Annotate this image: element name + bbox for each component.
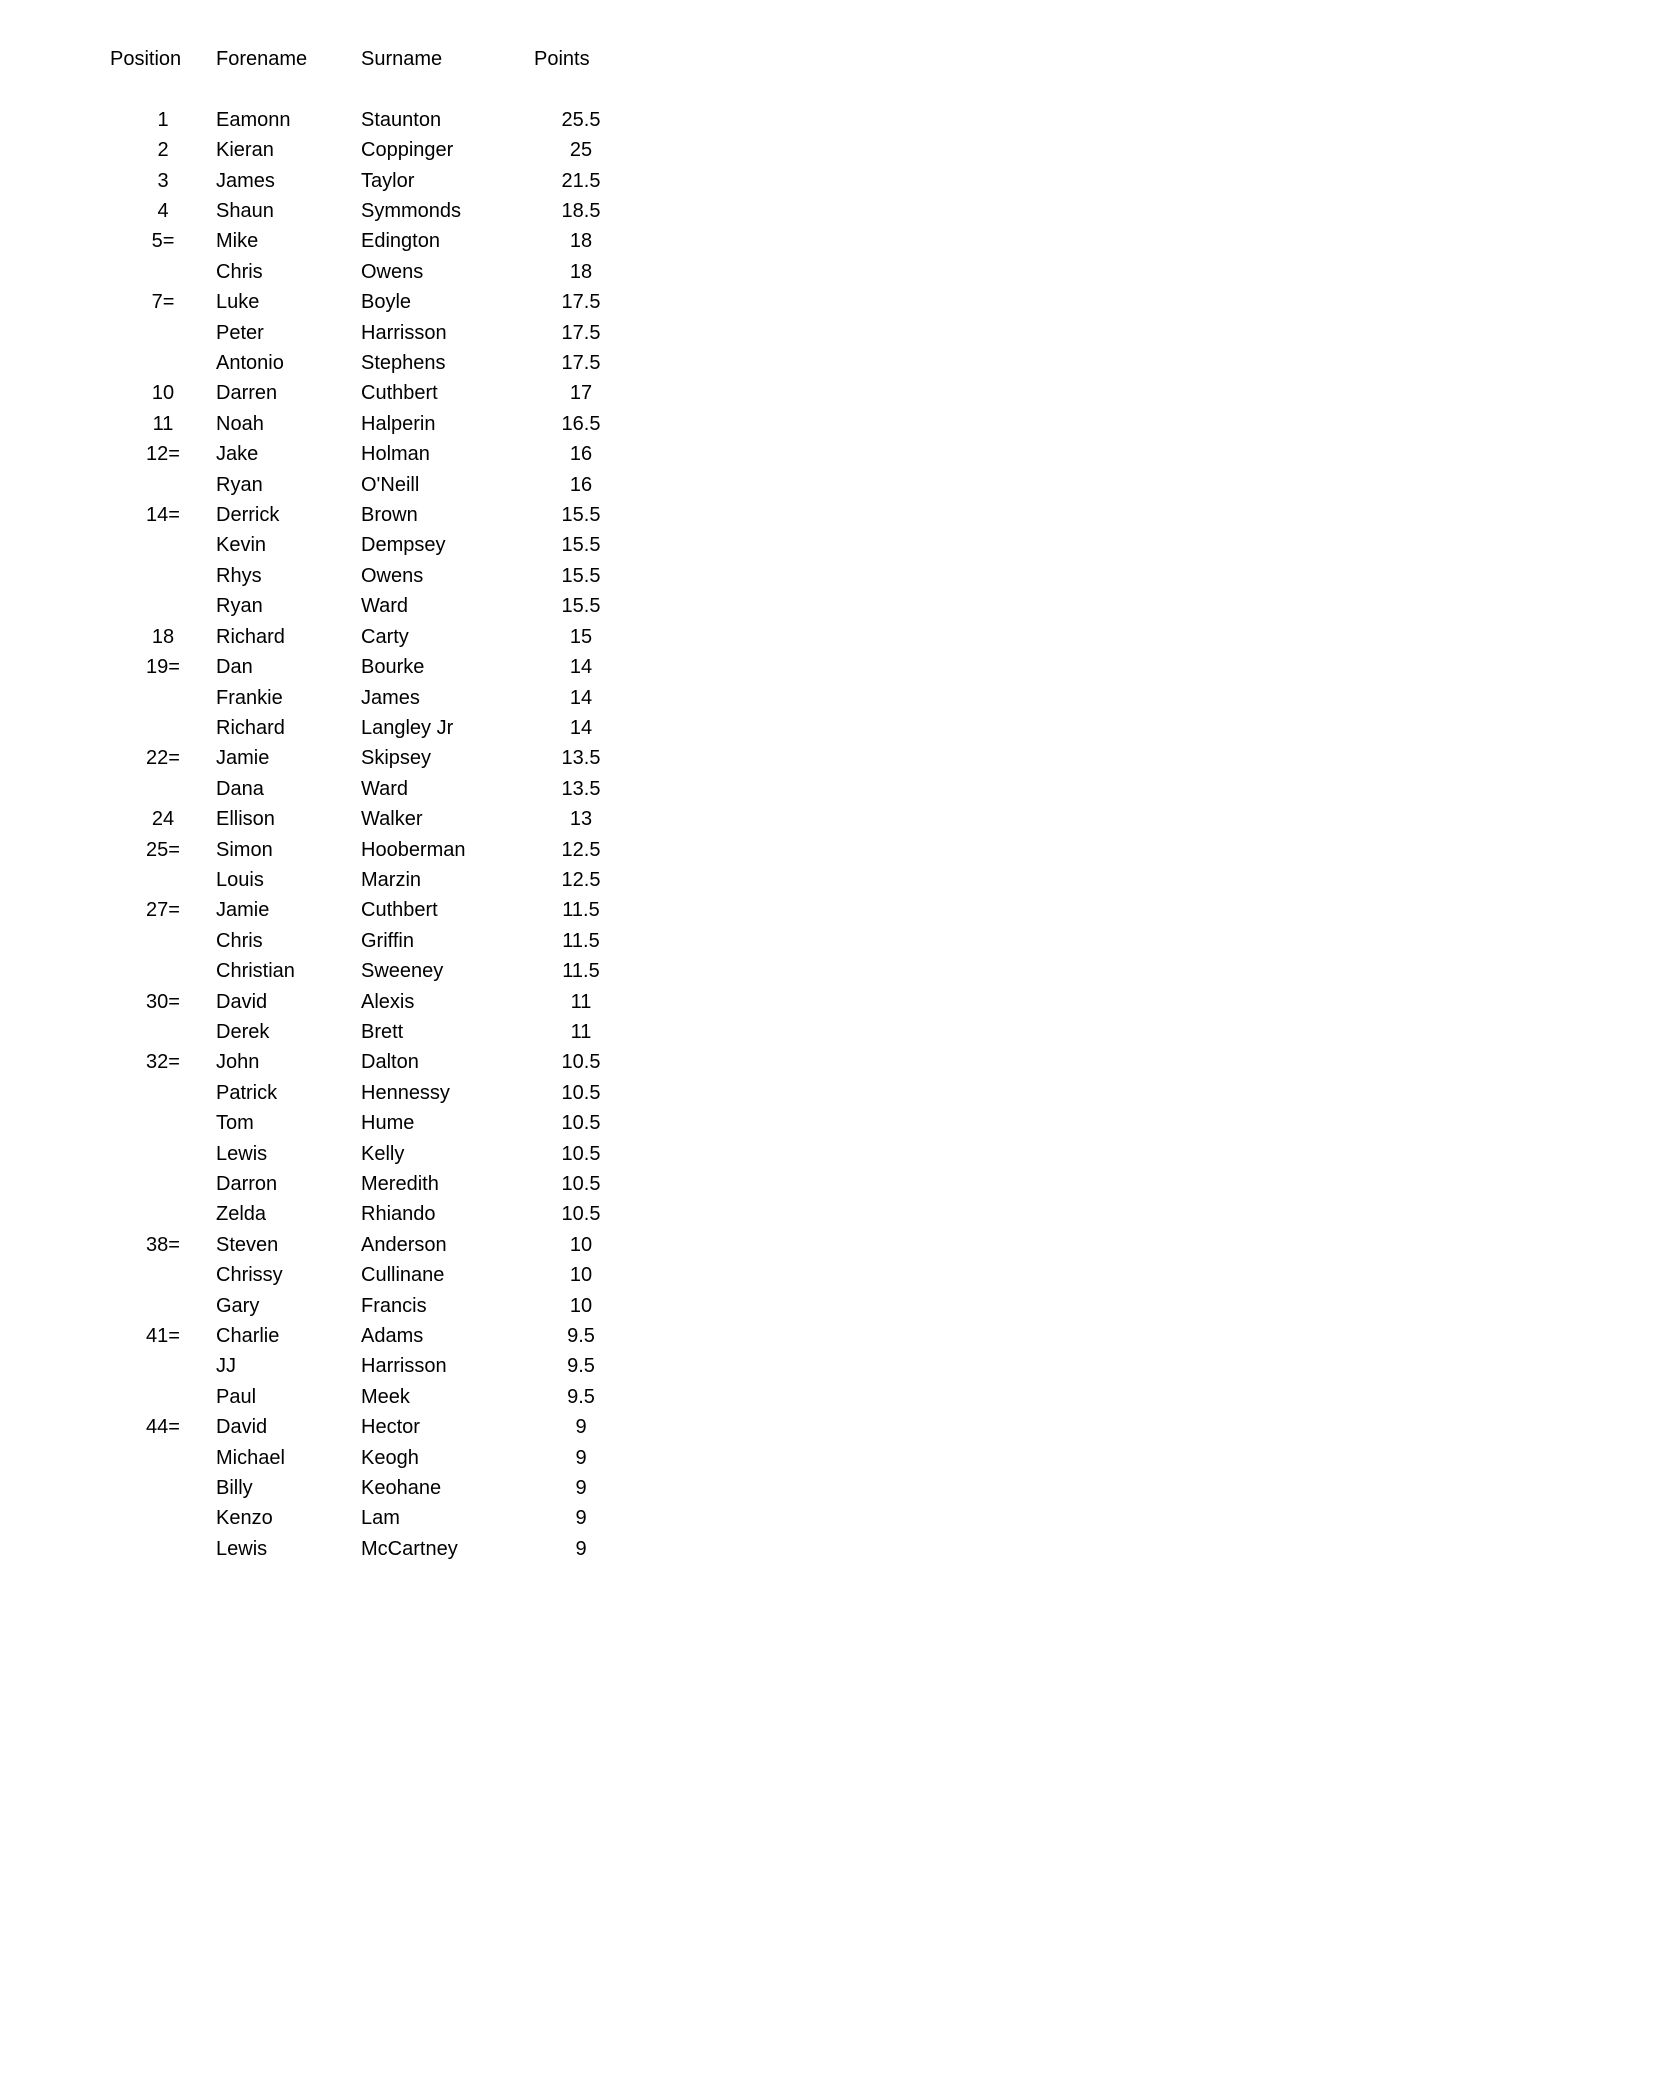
surname-cell: Brett — [361, 1020, 404, 1043]
position-cell — [110, 591, 216, 621]
position-cell: 38= — [146, 1233, 180, 1256]
forename-cell: Kieran — [216, 139, 274, 162]
surname-cell: Carty — [361, 625, 409, 648]
table-row — [110, 1078, 631, 1108]
position-cell — [110, 926, 216, 956]
surname-cell: Hume — [361, 1112, 415, 1135]
surname-cell: Dempsey — [361, 534, 446, 557]
position-cell: 4 — [157, 200, 169, 223]
table-row — [110, 226, 631, 256]
table-row — [110, 530, 631, 560]
position-cell: 30= — [146, 990, 180, 1013]
table-row — [110, 1260, 631, 1290]
header-position: Position — [110, 48, 182, 70]
forename-cell: Antonio — [216, 352, 284, 375]
position-cell — [110, 530, 216, 560]
position-cell — [110, 713, 216, 743]
surname-cell: Cullinane — [361, 1264, 445, 1287]
position-cell: 14= — [146, 504, 180, 527]
points-cell: 9 — [575, 1507, 587, 1530]
position-cell: 18 — [151, 625, 175, 648]
table-row — [110, 105, 631, 135]
surname-cell: Edington — [361, 230, 440, 253]
surname-cell: Anderson — [361, 1233, 447, 1256]
position-cell: 11 — [152, 412, 174, 435]
surname-cell: Holman — [361, 443, 430, 466]
surname-cell: Marzin — [361, 868, 422, 891]
forename-cell: Richard — [216, 716, 285, 739]
table-row — [110, 318, 631, 348]
forename-cell: Zelda — [216, 1203, 267, 1226]
position-cell: 1 — [157, 108, 169, 131]
forename-cell: Derrick — [216, 504, 280, 527]
surname-cell: Lam — [361, 1507, 400, 1530]
forename-cell: Darren — [216, 382, 278, 405]
forename-cell: Chris — [216, 260, 263, 283]
forename-cell: Kevin — [216, 534, 267, 557]
table-row — [110, 1108, 631, 1138]
position-cell — [110, 1017, 216, 1047]
forename-cell: Dana — [216, 777, 264, 800]
surname-cell: Symmonds — [361, 200, 462, 223]
points-cell: 10 — [569, 1233, 593, 1256]
points-cell: 9 — [575, 1537, 587, 1560]
table-row — [110, 1412, 631, 1442]
table-row — [110, 622, 631, 652]
table-row — [110, 1351, 631, 1381]
surname-cell: Bourke — [361, 656, 425, 679]
table-row — [110, 561, 631, 591]
points-cell: 15.5 — [561, 595, 601, 618]
table-row — [110, 257, 631, 287]
forename-cell: Christian — [216, 960, 295, 983]
header-surname: Surname — [361, 48, 443, 70]
table-row — [110, 1139, 631, 1169]
points-cell: 11.5 — [562, 929, 600, 952]
forename-cell: Jamie — [216, 899, 270, 922]
forename-cell: Eamonn — [216, 108, 291, 131]
table-row — [110, 409, 631, 439]
position-cell: 44= — [146, 1416, 180, 1439]
table-row — [110, 1047, 631, 1077]
surname-cell: McCartney — [361, 1537, 458, 1560]
table-row — [110, 1473, 631, 1503]
surname-cell: Cuthbert — [361, 382, 438, 405]
position-cell — [110, 1139, 216, 1169]
position-cell — [110, 1443, 216, 1473]
surname-cell: Halperin — [361, 412, 436, 435]
position-cell: 3 — [157, 169, 169, 192]
points-cell: 15.5 — [561, 564, 601, 587]
points-cell: 9.5 — [567, 1355, 595, 1378]
position-cell — [110, 318, 216, 348]
table-row — [110, 439, 631, 469]
leaderboard-table — [110, 44, 631, 1564]
points-cell: 9.5 — [567, 1385, 595, 1408]
points-cell: 12.5 — [561, 868, 601, 891]
table-row — [110, 287, 631, 317]
forename-cell: Ellison — [216, 808, 275, 831]
table-row — [110, 865, 631, 895]
points-cell: 13.5 — [561, 777, 601, 800]
surname-cell: Hooberman — [361, 838, 466, 861]
table-row — [110, 135, 631, 165]
table-row — [110, 987, 631, 1017]
points-cell: 16 — [569, 443, 593, 466]
points-cell: 15.5 — [561, 504, 601, 527]
surname-cell: Harrisson — [361, 1355, 447, 1378]
position-cell — [110, 1534, 216, 1564]
forename-cell: David — [216, 990, 268, 1013]
position-cell — [110, 561, 216, 591]
forename-cell: Paul — [216, 1385, 257, 1408]
forename-cell: Charlie — [216, 1325, 280, 1348]
surname-cell: Sweeney — [361, 960, 444, 983]
points-cell: 13.5 — [561, 747, 601, 770]
surname-cell: Rhiando — [361, 1203, 436, 1226]
surname-cell: Alexis — [361, 990, 415, 1013]
surname-cell: James — [361, 686, 420, 709]
surname-cell: Hennessy — [361, 1081, 450, 1104]
position-cell — [110, 1108, 216, 1138]
surname-cell: Brown — [361, 504, 418, 527]
points-cell: 11.5 — [562, 899, 600, 922]
forename-cell: Jamie — [216, 747, 270, 770]
forename-cell: Darron — [216, 1173, 278, 1196]
forename-cell: Chrissy — [216, 1264, 283, 1287]
table-row — [110, 1382, 631, 1412]
position-cell — [110, 865, 216, 895]
forename-cell: Mike — [216, 230, 259, 253]
points-cell: 11 — [570, 1020, 592, 1043]
points-cell: 17 — [569, 382, 593, 405]
forename-cell: Noah — [216, 412, 264, 435]
surname-cell: Owens — [361, 564, 424, 587]
points-cell: 11.5 — [562, 960, 600, 983]
table-row — [110, 1503, 631, 1533]
surname-cell: O'Neill — [361, 473, 420, 496]
forename-cell: Steven — [216, 1233, 279, 1256]
forename-cell: Luke — [216, 291, 260, 314]
position-cell: 12= — [146, 443, 180, 466]
surname-cell: Kelly — [361, 1142, 405, 1165]
surname-cell: Meek — [361, 1385, 410, 1408]
forename-cell: Peter — [216, 321, 264, 344]
forename-cell: Louis — [216, 868, 264, 891]
points-cell: 16.5 — [561, 412, 601, 435]
position-cell — [110, 1169, 216, 1199]
position-cell — [110, 1382, 216, 1412]
points-cell: 15 — [569, 625, 593, 648]
position-cell — [110, 348, 216, 378]
position-cell: 24 — [151, 808, 175, 831]
header-row — [110, 44, 631, 105]
surname-cell: Hector — [361, 1416, 420, 1439]
table-row — [110, 956, 631, 986]
table-row — [110, 1534, 631, 1564]
surname-cell: Adams — [361, 1325, 424, 1348]
forename-cell: Dan — [216, 656, 253, 679]
forename-cell: Derek — [216, 1020, 270, 1043]
table-row — [110, 835, 631, 865]
points-cell: 10.5 — [561, 1173, 601, 1196]
surname-cell: Taylor — [361, 169, 415, 192]
position-cell — [110, 1078, 216, 1108]
points-cell: 9 — [575, 1477, 587, 1500]
position-cell: 22= — [146, 747, 180, 770]
position-cell — [110, 1351, 216, 1381]
table-row — [110, 1230, 631, 1260]
table-row — [110, 1291, 631, 1321]
points-cell: 10.5 — [561, 1081, 601, 1104]
position-cell — [110, 1473, 216, 1503]
surname-cell: Walker — [361, 808, 423, 831]
position-cell — [110, 257, 216, 287]
points-cell: 10.5 — [561, 1142, 601, 1165]
points-cell: 14 — [569, 656, 593, 679]
points-cell: 9 — [575, 1446, 587, 1469]
position-cell: 2 — [157, 139, 169, 162]
position-cell — [110, 774, 216, 804]
points-cell: 18.5 — [561, 200, 601, 223]
table-row — [110, 774, 631, 804]
points-cell: 9.5 — [567, 1325, 595, 1348]
points-cell: 14 — [569, 686, 593, 709]
position-cell — [110, 956, 216, 986]
points-cell: 25 — [569, 139, 593, 162]
points-cell: 21.5 — [561, 169, 601, 192]
points-cell: 15.5 — [561, 534, 601, 557]
points-cell: 10.5 — [561, 1051, 601, 1074]
table-body — [110, 105, 631, 1565]
points-cell: 16 — [569, 473, 593, 496]
surname-cell: Griffin — [361, 929, 414, 952]
position-cell — [110, 683, 216, 713]
surname-cell: Cuthbert — [361, 899, 438, 922]
position-cell: 27= — [146, 899, 180, 922]
forename-cell: Gary — [216, 1294, 260, 1317]
points-cell: 17.5 — [561, 291, 601, 314]
forename-cell: Jake — [216, 443, 259, 466]
surname-cell: Keohane — [361, 1477, 442, 1500]
table-row — [110, 470, 631, 500]
position-cell — [110, 1199, 216, 1229]
points-cell: 12.5 — [561, 838, 601, 861]
table-row — [110, 652, 631, 682]
points-cell: 10 — [569, 1264, 593, 1287]
surname-cell: Ward — [361, 777, 409, 800]
surname-cell: Keogh — [361, 1446, 419, 1469]
position-cell: 7= — [151, 291, 175, 314]
forename-cell: Lewis — [216, 1142, 268, 1165]
forename-cell: Simon — [216, 838, 273, 861]
forename-cell: Billy — [216, 1477, 253, 1500]
position-cell: 10 — [151, 382, 175, 405]
surname-cell: Meredith — [361, 1173, 439, 1196]
surname-cell: Owens — [361, 260, 424, 283]
table-row — [110, 1321, 631, 1351]
position-cell — [110, 1260, 216, 1290]
points-cell: 10.5 — [561, 1203, 601, 1226]
table-row — [110, 804, 631, 834]
table-row — [110, 196, 631, 226]
points-cell: 17.5 — [561, 321, 601, 344]
position-cell: 41= — [146, 1325, 180, 1348]
surname-cell: Harrisson — [361, 321, 447, 344]
surname-cell: Langley Jr — [361, 716, 454, 739]
points-cell: 25.5 — [561, 108, 601, 131]
surname-cell: Ward — [361, 595, 409, 618]
forename-cell: Frankie — [216, 686, 283, 709]
surname-cell: Staunton — [361, 108, 442, 131]
forename-cell: David — [216, 1416, 268, 1439]
forename-cell: John — [216, 1051, 260, 1074]
table-row — [110, 713, 631, 743]
forename-cell: Rhys — [216, 564, 262, 587]
position-cell: 25= — [146, 838, 180, 861]
forename-cell: Tom — [216, 1112, 254, 1135]
forename-cell: Patrick — [216, 1081, 278, 1104]
table-row — [110, 591, 631, 621]
points-cell: 18 — [569, 230, 593, 253]
table-row — [110, 500, 631, 530]
forename-cell: Shaun — [216, 200, 274, 223]
position-cell — [110, 470, 216, 500]
points-cell: 10 — [569, 1294, 593, 1317]
position-cell: 32= — [146, 1051, 180, 1074]
header-points: Points — [534, 48, 590, 70]
table-row — [110, 348, 631, 378]
forename-cell: Kenzo — [216, 1507, 273, 1530]
forename-cell: Lewis — [216, 1537, 268, 1560]
header-forename: Forename — [216, 48, 308, 70]
surname-cell: Skipsey — [361, 747, 432, 770]
forename-cell: Ryan — [216, 595, 263, 618]
table-row — [110, 1017, 631, 1047]
surname-cell: Dalton — [361, 1051, 419, 1074]
surname-cell: Boyle — [361, 291, 412, 314]
forename-cell: JJ — [216, 1355, 236, 1378]
table-row — [110, 683, 631, 713]
surname-cell: Coppinger — [361, 139, 454, 162]
forename-cell: James — [216, 169, 275, 192]
forename-cell: Richard — [216, 625, 285, 648]
forename-cell: Chris — [216, 929, 263, 952]
table-header — [110, 44, 631, 105]
table-row — [110, 166, 631, 196]
points-cell: 11 — [570, 990, 592, 1013]
table-row — [110, 1199, 631, 1229]
table-row — [110, 926, 631, 956]
surname-cell: Francis — [361, 1294, 427, 1317]
forename-cell: Ryan — [216, 473, 263, 496]
table-row — [110, 743, 631, 773]
points-cell: 10.5 — [561, 1112, 601, 1135]
table-row — [110, 895, 631, 925]
points-cell: 14 — [569, 716, 593, 739]
table-row — [110, 1443, 631, 1473]
table-row — [110, 378, 631, 408]
position-cell — [110, 1291, 216, 1321]
table-row — [110, 1169, 631, 1199]
surname-cell: Stephens — [361, 352, 446, 375]
position-cell: 19= — [146, 656, 180, 679]
points-cell: 13 — [569, 808, 593, 831]
position-cell — [110, 1503, 216, 1533]
points-cell: 17.5 — [561, 352, 601, 375]
points-cell: 18 — [569, 260, 593, 283]
forename-cell: Michael — [216, 1446, 285, 1469]
points-cell: 9 — [575, 1416, 587, 1439]
position-cell: 5= — [151, 230, 175, 253]
